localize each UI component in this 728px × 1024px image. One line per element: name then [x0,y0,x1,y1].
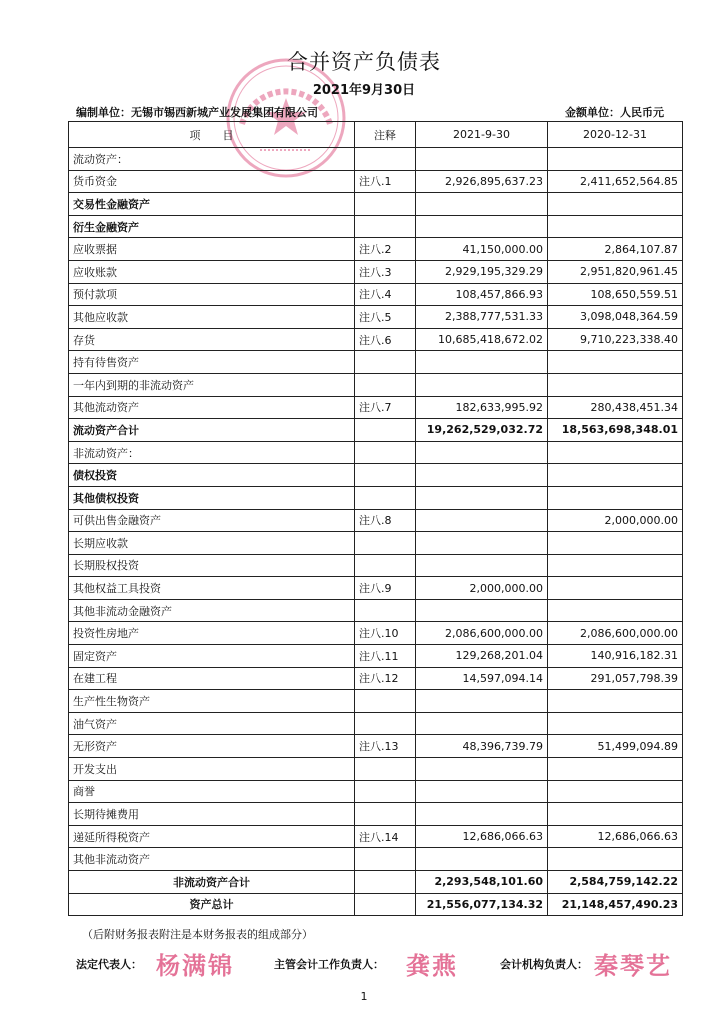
row-note [355,848,416,871]
row-item: 商誉 [69,780,355,803]
row-value-2020-12-31: 140,916,182.31 [548,645,683,668]
table-row [69,283,683,306]
signature-line [76,946,696,986]
row-value-2021-9-30 [416,803,548,826]
row-value-2021-9-30: 129,268,201.04 [416,645,548,668]
row-value-2020-12-31 [548,486,683,509]
row-item: 其他非流动资产 [69,848,355,871]
table-row [69,215,683,238]
row-note: 注八.12 [355,667,416,690]
row-note [355,148,416,171]
row-value-2020-12-31 [548,193,683,216]
table-row [69,645,683,668]
row-note [355,758,416,781]
header-2020-12-31: 2020-12-31 [548,122,683,148]
row-note [355,780,416,803]
row-value-2021-9-30: 21,556,077,134.32 [416,893,548,916]
row-value-2021-9-30: 2,086,600,000.00 [416,622,548,645]
row-note: 注八.3 [355,260,416,283]
row-value-2020-12-31 [548,373,683,396]
row-item: 流动资产： [69,148,355,171]
table-row [69,193,683,216]
row-value-2020-12-31: 2,584,759,142.22 [548,871,683,894]
row-value-2021-9-30: 2,293,548,101.60 [416,871,548,894]
table-row [69,803,683,826]
row-item: 预付款项 [69,283,355,306]
row-note: 注八.2 [355,238,416,261]
table-row [69,871,683,894]
row-item: 其他流动资产 [69,396,355,419]
table-row [69,419,683,442]
row-item: 投资性房地产 [69,622,355,645]
row-value-2020-12-31 [548,441,683,464]
row-value-2021-9-30: 2,926,895,637.23 [416,170,548,193]
table-row [69,464,683,487]
row-item: 递延所得税资产 [69,825,355,848]
row-item: 债权投资 [69,464,355,487]
row-value-2020-12-31: 18,563,698,348.01 [548,419,683,442]
row-item: 固定资产 [69,645,355,668]
row-note: 注八.13 [355,735,416,758]
header-note: 注释 [355,122,416,148]
row-note: 注八.7 [355,396,416,419]
row-note: 注八.11 [355,645,416,668]
document-title: 合并资产负债表 [287,50,441,74]
row-value-2020-12-31: 280,438,451.34 [548,396,683,419]
table-row [69,351,683,374]
table-row [69,599,683,622]
table-row [69,260,683,283]
accounting-head-signature: 龚燕 [406,951,458,980]
row-note [355,803,416,826]
row-note: 注八.10 [355,622,416,645]
table-row [69,238,683,261]
row-item: 无形资产 [69,735,355,758]
row-value-2021-9-30 [416,464,548,487]
row-value-2020-12-31 [548,148,683,171]
table-row [69,306,683,329]
row-item: 其他应收款 [69,306,355,329]
legal-rep-signature: 杨满锦 [156,951,234,980]
row-note [355,441,416,464]
row-value-2020-12-31: 2,086,600,000.00 [548,622,683,645]
row-value-2021-9-30: 2,000,000.00 [416,577,548,600]
row-note [355,599,416,622]
row-value-2020-12-31: 2,951,820,961.45 [548,260,683,283]
footnote: （后附财务报表附注是本财务报表的组成部分） [82,928,313,941]
row-value-2021-9-30: 182,633,995.92 [416,396,548,419]
table-row [69,373,683,396]
header-item: 项 目 [69,122,355,148]
row-note [355,373,416,396]
row-item: 存货 [69,328,355,351]
row-item: 其他非流动金融资产 [69,599,355,622]
row-note [355,419,416,442]
accounting-head-label: 主管会计工作负责人： [274,958,384,971]
row-value-2021-9-30: 19,262,529,032.72 [416,419,548,442]
row-value-2020-12-31 [548,780,683,803]
table-row [69,825,683,848]
table-row [69,712,683,735]
row-note: 注八.1 [355,170,416,193]
row-item: 开发支出 [69,758,355,781]
row-value-2021-9-30 [416,554,548,577]
currency-label: 金额单位： [565,106,620,119]
row-value-2020-12-31: 12,686,066.63 [548,825,683,848]
row-item: 货币资金 [69,170,355,193]
table-row [69,780,683,803]
row-note: 注八.6 [355,328,416,351]
row-value-2020-12-31: 108,650,559.51 [548,283,683,306]
row-value-2021-9-30 [416,848,548,871]
row-note [355,464,416,487]
row-value-2021-9-30 [416,599,548,622]
table-row [69,622,683,645]
row-value-2020-12-31 [548,577,683,600]
row-value-2020-12-31: 21,148,457,490.23 [548,893,683,916]
row-note [355,215,416,238]
page-number: 1 [360,990,368,1003]
row-note [355,690,416,713]
row-value-2020-12-31 [548,351,683,374]
table-row [69,486,683,509]
row-value-2021-9-30 [416,373,548,396]
row-item: 持有待售资产 [69,351,355,374]
row-value-2020-12-31 [548,712,683,735]
table-row [69,441,683,464]
row-value-2020-12-31 [548,464,683,487]
row-item: 其他权益工具投资 [69,577,355,600]
row-value-2021-9-30 [416,532,548,555]
row-value-2021-9-30 [416,441,548,464]
row-value-2020-12-31: 2,864,107.87 [548,238,683,261]
row-value-2021-9-30: 12,686,066.63 [416,825,548,848]
row-item: 非流动资产： [69,441,355,464]
table-row [69,509,683,532]
row-value-2020-12-31 [548,848,683,871]
row-item: 长期待摊费用 [69,803,355,826]
row-value-2021-9-30 [416,351,548,374]
row-value-2020-12-31: 9,710,223,338.40 [548,328,683,351]
row-note [355,712,416,735]
table-row [69,396,683,419]
row-note [355,554,416,577]
table-row [69,758,683,781]
row-note: 注八.4 [355,283,416,306]
row-value-2021-9-30: 14,597,094.14 [416,667,548,690]
row-item: 资产总计 [69,893,355,916]
row-value-2020-12-31 [548,803,683,826]
accounting-org-signature: 秦琴艺 [594,951,672,980]
row-note [355,893,416,916]
table-row [69,577,683,600]
row-item: 衍生金融资产 [69,215,355,238]
row-value-2020-12-31: 3,098,048,364.59 [548,306,683,329]
row-value-2020-12-31: 2,000,000.00 [548,509,683,532]
row-item: 长期应收款 [69,532,355,555]
table-row [69,148,683,171]
table-header-row [69,122,683,148]
table-row [69,690,683,713]
row-item: 应收账款 [69,260,355,283]
row-note [355,193,416,216]
company-name: 无锡市锡西新城产业发展集团有限公司 [131,106,318,119]
table-row [69,554,683,577]
row-note [355,871,416,894]
row-note: 注八.5 [355,306,416,329]
table-row [69,735,683,758]
row-item: 流动资产合计 [69,419,355,442]
row-item: 可供出售金融资产 [69,509,355,532]
row-value-2021-9-30 [416,712,548,735]
row-value-2021-9-30 [416,215,548,238]
row-item: 非流动资产合计 [69,871,355,894]
legal-rep-label: 法定代表人： [76,958,142,971]
row-item: 一年内到期的非流动资产 [69,373,355,396]
row-value-2021-9-30: 2,388,777,531.33 [416,306,548,329]
row-value-2020-12-31: 51,499,094.89 [548,735,683,758]
row-value-2021-9-30 [416,690,548,713]
row-value-2020-12-31 [548,215,683,238]
row-value-2021-9-30 [416,758,548,781]
company-info [76,104,318,120]
row-value-2020-12-31 [548,758,683,781]
row-note: 注八.8 [355,509,416,532]
accounting-org-label: 会计机构负责人： [500,958,588,971]
row-note: 注八.9 [355,577,416,600]
row-value-2021-9-30 [416,148,548,171]
row-value-2021-9-30 [416,486,548,509]
row-value-2021-9-30 [416,193,548,216]
row-value-2020-12-31 [548,554,683,577]
table-row [69,170,683,193]
row-value-2020-12-31: 291,057,798.39 [548,667,683,690]
currency-value: 人民币元 [620,106,664,119]
company-label: 编制单位： [76,106,131,119]
table-row [69,848,683,871]
currency-info [565,104,664,120]
header-2021-9-30: 2021-9-30 [416,122,548,148]
row-item: 其他债权投资 [69,486,355,509]
row-note [355,486,416,509]
row-value-2021-9-30: 108,457,866.93 [416,283,548,306]
table-row [69,667,683,690]
row-value-2020-12-31 [548,599,683,622]
row-note [355,532,416,555]
table-row [69,532,683,555]
balance-sheet-table [68,121,683,916]
row-value-2020-12-31: 2,411,652,564.85 [548,170,683,193]
row-note [355,351,416,374]
row-value-2021-9-30 [416,780,548,803]
row-value-2020-12-31 [548,532,683,555]
row-item: 油气资产 [69,712,355,735]
row-item: 生产性生物资产 [69,690,355,713]
table-row [69,328,683,351]
row-note: 注八.14 [355,825,416,848]
row-item: 应收票据 [69,238,355,261]
row-item: 长期股权投资 [69,554,355,577]
table-row [69,893,683,916]
row-item: 交易性金融资产 [69,193,355,216]
document-date: 2021年9月30日 [312,83,416,98]
row-value-2020-12-31 [548,690,683,713]
row-item: 在建工程 [69,667,355,690]
row-value-2021-9-30: 2,929,195,329.29 [416,260,548,283]
row-value-2021-9-30: 10,685,418,672.02 [416,328,548,351]
row-value-2021-9-30: 48,396,739.79 [416,735,548,758]
row-value-2021-9-30: 41,150,000.00 [416,238,548,261]
row-value-2021-9-30 [416,509,548,532]
